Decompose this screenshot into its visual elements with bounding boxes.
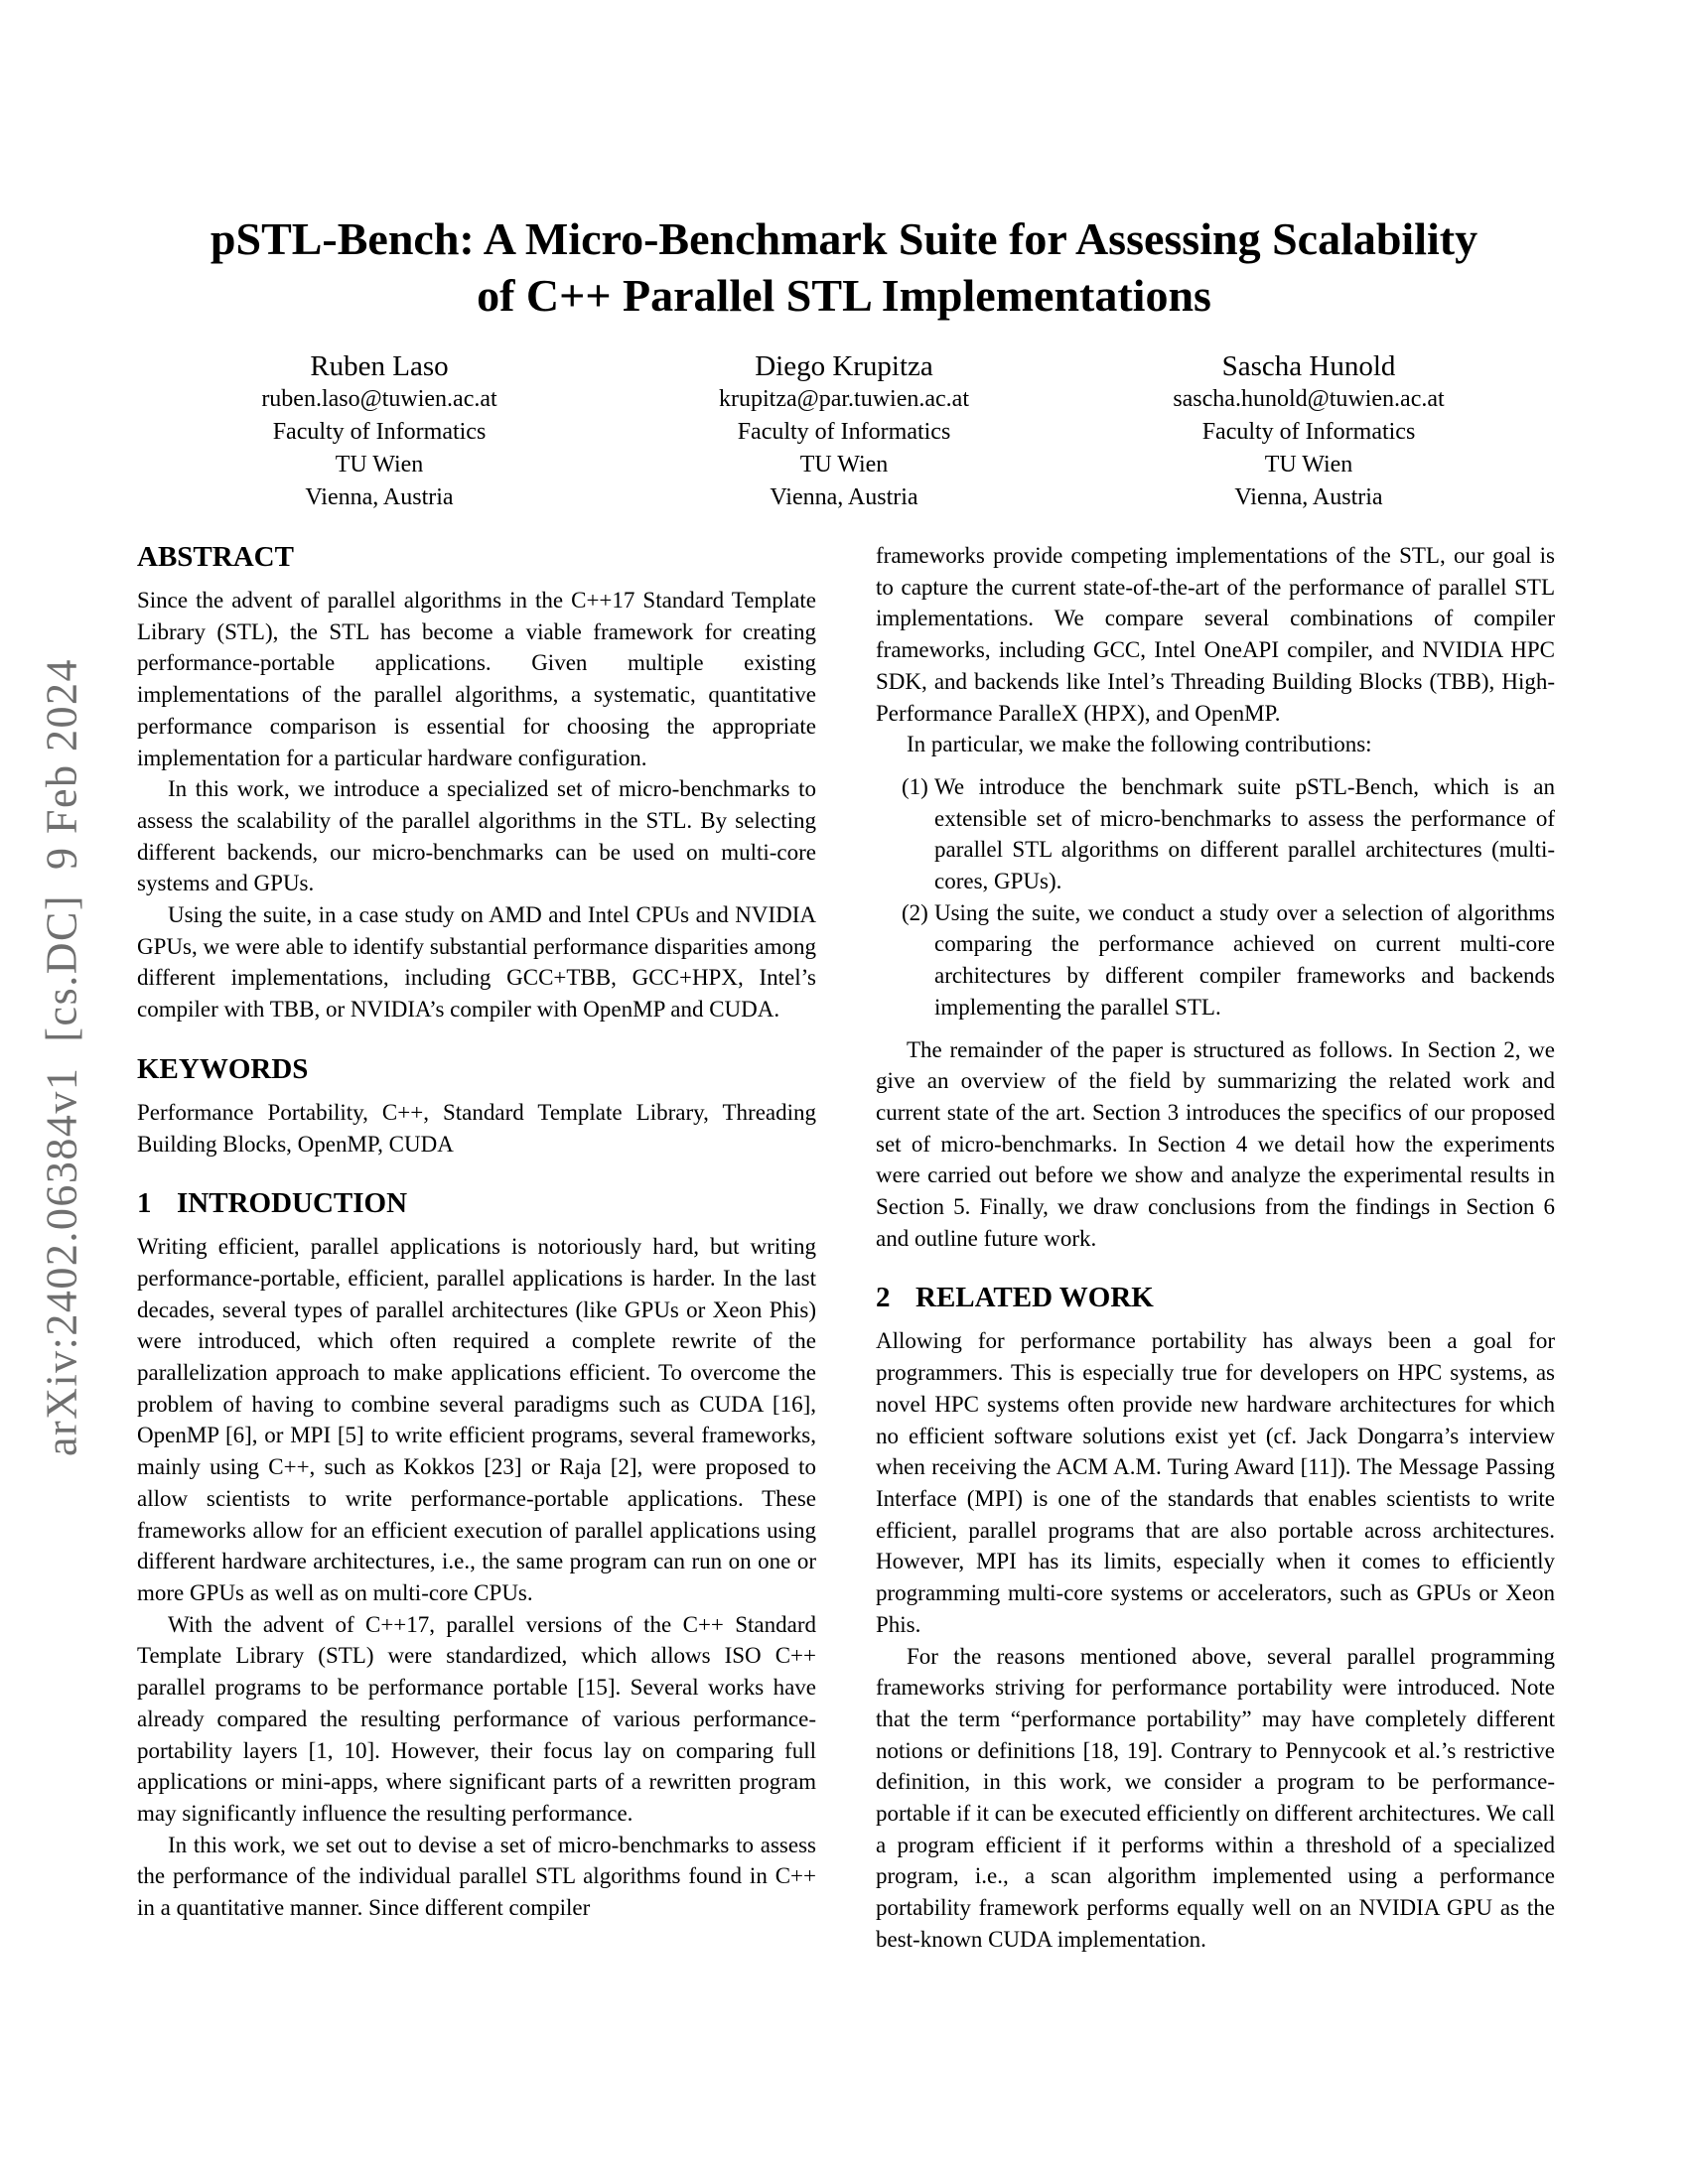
abstract-paragraph-3: Using the suite, in a case study on AMD and Intel CPUs and NVIDIA GPUs, we were able to identify substantial performance disparities among different implementations, including GCC+TBB, GCC+HPX, Intel’s compiler with TBB, or NVIDIA’s compiler with OpenMP and CUDA. xyxy=(137,902,816,1023)
author-name: Sascha Hunold xyxy=(1221,350,1396,382)
abstract-paragraph-2: In this work, we introduce a specialized set of micro-benchmarks to assess the scalability of the parallel algorithms in the STL. By selecting different backends, our micro-benchmarks can be used on multi-core systems and GPUs. xyxy=(137,776,816,896)
author-affiliation-line: Faculty of Informatics xyxy=(272,419,487,445)
author-email: ruben.laso@tuwien.ac.at xyxy=(261,386,497,412)
contribution-number: (1) xyxy=(902,773,928,799)
keywords-heading: KEYWORDS xyxy=(137,1052,309,1085)
abstract-heading: ABSTRACT xyxy=(137,541,294,573)
author-affiliation-line: Faculty of Informatics xyxy=(1201,419,1416,445)
related-work-paragraph-2: For the reasons mentioned above, several parallel programming frameworks striving for performance portability were introduced. Note that the term “performance portability” may have completely different notions or definitions [18, 19]. Contrary to Pennycook et al.’s restrictive definition, in this work, we consider a program to be performance-portable if it can be executed efficiently on different architectures. We call a program efficient if it performs within a threshold of a specialized program, i.e., a scan algorithm implemented using a performance portability framework performs equally well on an NVIDIA GPU as the best-known CUDA implementation. xyxy=(876,1643,1555,1952)
author-block-2 xyxy=(612,349,1076,514)
introduction-paragraph-2: With the advent of C++17, parallel versions of the C++ Standard Template Library (STL) were standardized, which allows ISO C++ parallel programs to be performance portable [15]. Several works have already compared the resulting performance of various performance-portability layers [1, 10]. However, their focus lay on comparing full applications or mini-apps, where significant parts of a rewritten program may significantly influence the resulting performance. xyxy=(137,1611,816,1826)
paper-title xyxy=(0,210,1688,324)
contributions-list xyxy=(876,771,1555,1024)
author-name: Ruben Laso xyxy=(310,350,449,382)
author-email: sascha.hunold@tuwien.ac.at xyxy=(1173,386,1445,412)
author-affiliation-line: TU Wien xyxy=(1264,452,1353,478)
contribution-text: Using the suite, we conduct a study over a selection of algorithms comparing the performance achieved on current multi-core architectures by different compiler frameworks and backends implementing the parallel STL. xyxy=(934,899,1555,1020)
title-line-2: of C++ Parallel STL Implementations xyxy=(477,270,1211,321)
introduction-heading xyxy=(137,1186,816,1220)
author-block-1 xyxy=(147,349,612,514)
related-work-heading xyxy=(876,1281,1555,1314)
introduction-paragraph-3: In this work, we set out to devise a set of micro-benchmarks to assess the performance of the individual parallel STL algorithms found in C++ in a quantitative manner. Since different compiler xyxy=(137,1832,816,1921)
introduction-continued-paragraph: frameworks provide competing implementations of the STL, our goal is to capture the current state-of-the-art of the performance of parallel STL implementations. We compare several combinations of compiler frameworks, including GCC, Intel OneAPI compiler, and NVIDIA HPC SDK, and backends like Intel’s Threading Building Blocks (TBB), High-Performance ParalleX (HPX), and OpenMP. xyxy=(876,543,1555,726)
author-affiliation-line: TU Wien xyxy=(335,452,424,478)
author-affiliation-line: Vienna, Austria xyxy=(305,484,454,510)
arxiv-watermark: arXiv:2402.06384v1 [cs.DC] 9 Feb 2024 xyxy=(37,658,86,1456)
author-name: Diego Krupitza xyxy=(755,350,933,382)
author-affiliation-line: Faculty of Informatics xyxy=(737,419,951,445)
author-block-3 xyxy=(1076,349,1541,514)
contributions-intro: In particular, we make the following contributions: xyxy=(907,732,1372,757)
two-column-body xyxy=(137,540,1555,1956)
title-line-1: pSTL-Bench: A Micro-Benchmark Suite for Assessing Scalability xyxy=(210,213,1478,264)
author-affiliation-line: Vienna, Austria xyxy=(770,484,918,510)
paper-outline-paragraph: The remainder of the paper is structured as follows. In Section 2, we give an overview of the field by summarizing the related work and current state of the art. Section 3 introduces the specifics of our proposed set of micro-benchmarks. In Section 4 we detail how the experiments were carried out before we show and analyze the experimental results in Section 5. Finally, we draw conclusions from the findings in Section 6 and outline future work. xyxy=(876,1036,1555,1251)
section-title: INTRODUCTION xyxy=(177,1187,408,1220)
contribution-number: (2) xyxy=(902,899,928,925)
author-affiliation-line: Vienna, Austria xyxy=(1234,484,1383,510)
section-number: 2 xyxy=(876,1282,891,1314)
author-email: krupitza@par.tuwien.ac.at xyxy=(719,386,969,412)
author-affiliation-line: TU Wien xyxy=(799,452,889,478)
contribution-item-1 xyxy=(876,771,1555,897)
related-work-paragraph-1: Allowing for performance portability has always been a goal for programmers. This is especially true for developers on HPC systems, as novel HPC systems often provide new hardware architectures for which no efficient software solutions exist yet (cf. Jack Dongarra’s interview when receiving the ACM A.M. Turing Award [11]). The Message Passing Interface (MPI) is one of the standards that enables scientists to write efficient, parallel programs that are also portable across architectures. However, MPI has its limits, especially when it comes to efficiently programming multi-core systems or accelerators, such as GPUs or Xeon Phis. xyxy=(876,1328,1555,1637)
left-column xyxy=(137,540,816,1956)
right-column xyxy=(876,540,1555,1956)
section-title: RELATED WORK xyxy=(915,1282,1154,1314)
abstract-paragraph-1: Since the advent of parallel algorithms in the C++17 Standard Template Library (STL), the STL has become a viable framework for creating performance-portable applications. Given multiple existing implementations of the parallel algorithms, a systematic, quantitative performance comparison is essential for choosing the appropriate implementation for a particular hardware configuration. xyxy=(137,588,816,770)
authors-row xyxy=(147,349,1541,514)
section-number: 1 xyxy=(137,1187,152,1220)
introduction-paragraph-1: Writing efficient, parallel applications is notoriously hard, but writing performance-portable, efficient, parallel applications is harder. In the last decades, several types of parallel architectures (like GPUs or Xeon Phis) were introduced, which often required a complete rewrite of the parallelization approach to make applications efficient. To overcome the problem of having to combine several paradigms such as CUDA [16], OpenMP [6], or MPI [5] to write efficient programs, several frameworks, mainly using C++, such as Kokkos [23] or Raja [2], were proposed to allow scientists to write performance-portable applications. These frameworks allow for an efficient execution of parallel applications using different hardware architectures, i.e., the same program can run on one or more GPUs as well as on multi-core CPUs. xyxy=(137,1234,816,1605)
keywords-text: Performance Portability, C++, Standard Template Library, Threading Building Blocks, OpenMP, CUDA xyxy=(137,1099,816,1157)
contribution-text: We introduce the benchmark suite pSTL-Bench, which is an extensible set of micro-benchmarks to assess the performance of parallel STL algorithms on different parallel architectures (multi-cores, GPUs). xyxy=(934,773,1555,894)
contribution-item-2 xyxy=(876,897,1555,1024)
